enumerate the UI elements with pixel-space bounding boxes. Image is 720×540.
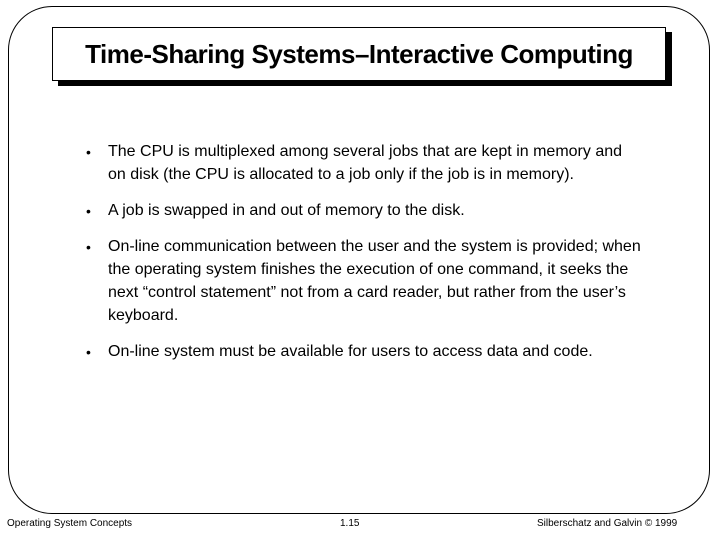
bullet-item — [84, 235, 644, 327]
bullet-icon: • — [86, 144, 91, 160]
bullet-list — [84, 140, 644, 376]
title-box — [52, 27, 666, 81]
footer-page-number: 1.15 — [340, 518, 360, 529]
bullet-icon: • — [86, 203, 91, 219]
bullet-icon: • — [86, 239, 91, 255]
bullet-item — [84, 340, 644, 363]
bullet-item — [84, 199, 644, 222]
footer-copyright: Silberschatz and Galvin © 1999 — [537, 518, 678, 529]
bullet-text: On-line communication between the user and the system is provided; when the operating system finishes the execution of one command, it seeks the next “control statement” not from a card reader, but rather from the user’s keyboard. — [108, 238, 641, 324]
bullet-text: The CPU is multiplexed among several jobs that are kept in memory and on disk (the CPU is allocated to a job only if the job is in memory). — [108, 143, 623, 183]
footer-course-title: Operating System Concepts — [7, 518, 133, 529]
bullet-text: A job is swapped in and out of memory to the disk. — [108, 202, 465, 219]
bullet-icon: • — [86, 344, 91, 360]
bullet-item — [84, 140, 644, 186]
slide-title: Time-Sharing Systems–Interactive Computing — [85, 38, 633, 69]
bullet-text: On-line system must be available for users to access data and code. — [108, 343, 593, 360]
